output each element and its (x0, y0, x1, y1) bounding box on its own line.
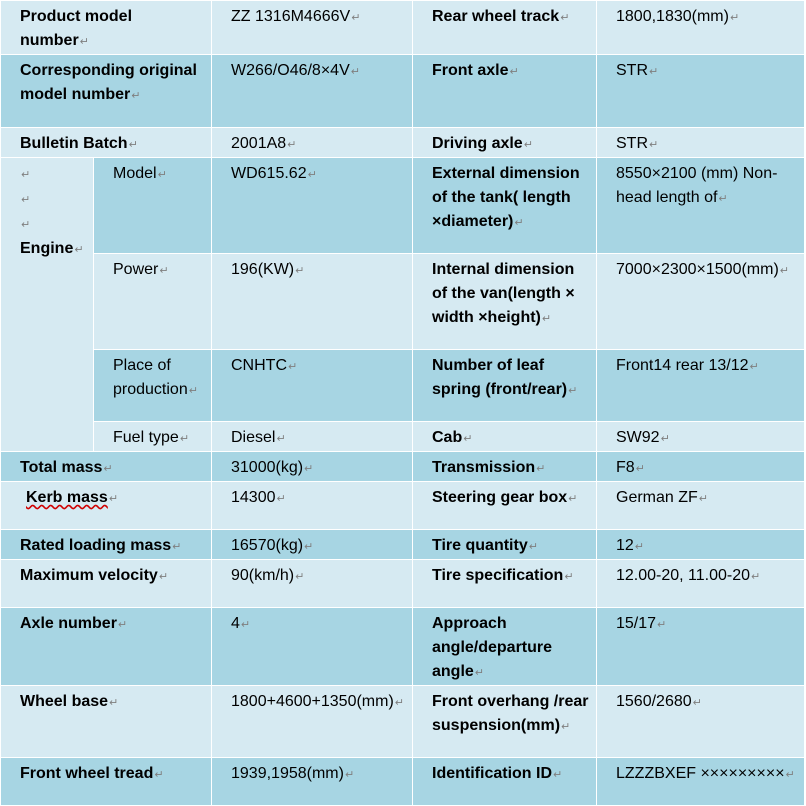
value-cell: STR↵ (597, 128, 805, 158)
table-row (1, 482, 805, 530)
label-cell: Internal dimension of the van(length × width ×height)↵ (413, 254, 597, 350)
value-cell: CNHTC↵ (212, 350, 413, 422)
value-cell: LZZZBXEF ×××××××××↵ (597, 758, 805, 806)
table-row (1, 686, 805, 758)
value-cell: 7000×2300×1500(mm)↵ (597, 254, 805, 350)
label-cell: Steering gear box↵ (413, 482, 597, 530)
table-row (1, 530, 805, 560)
value-cell: F8↵ (597, 452, 805, 482)
value-cell: 16570(kg)↵ (212, 530, 413, 560)
label-cell: Tire specification↵ (413, 560, 597, 608)
value-cell: 4↵ (212, 608, 413, 686)
value-cell: W266/O46/8×4V↵ (212, 55, 413, 128)
value-cell: ZZ 1316M4666V↵ (212, 1, 413, 55)
value-cell: 1939,1958(mm)↵ (212, 758, 413, 806)
label-cell: Wheel base↵ (1, 686, 212, 758)
label-cell: Identification ID↵ (413, 758, 597, 806)
label-cell: Number of leaf spring (front/rear)↵ (413, 350, 597, 422)
table-row (1, 254, 805, 350)
value-cell: 2001A8↵ (212, 128, 413, 158)
value-cell: STR↵ (597, 55, 805, 128)
value-cell: 196(KW)↵ (212, 254, 413, 350)
value-cell: 12↵ (597, 530, 805, 560)
value-cell: 1560/2680↵ (597, 686, 805, 758)
label-cell: Total mass↵ (1, 452, 212, 482)
engine-sub-label: Place of production↵ (94, 350, 212, 422)
label-cell: Axle number↵ (1, 608, 212, 686)
value-cell: 1800+4600+1350(mm)↵ (212, 686, 413, 758)
value-cell: 1800,1830(mm)↵ (597, 1, 805, 55)
label-cell: Transmission↵ (413, 452, 597, 482)
label-cell: Tire quantity↵ (413, 530, 597, 560)
label-cell: Corresponding original model number↵ (1, 55, 212, 128)
value-cell: 90(km/h)↵ (212, 560, 413, 608)
label-cell: Maximum velocity↵ (1, 560, 212, 608)
label-cell: Driving axle↵ (413, 128, 597, 158)
table-row (1, 128, 805, 158)
engine-sub-label: Model↵ (94, 158, 212, 254)
value-cell: German ZF↵ (597, 482, 805, 530)
value-cell: 8550×2100 (mm) Non-head length of↵ (597, 158, 805, 254)
label-cell: Rear wheel track↵ (413, 1, 597, 55)
table-row (1, 158, 805, 254)
engine-sub-label: Fuel type↵ (94, 422, 212, 452)
table-row (1, 452, 805, 482)
value-cell: SW92↵ (597, 422, 805, 452)
label-cell: Cab↵ (413, 422, 597, 452)
engine-group-label: ↵ ↵ ↵ Engine↵ (1, 158, 94, 452)
value-cell: Front14 rear 13/12↵ (597, 350, 805, 422)
engine-sub-label: Power↵ (94, 254, 212, 350)
label-cell: Bulletin Batch↵ (1, 128, 212, 158)
value-cell: 15/17↵ (597, 608, 805, 686)
label-cell: Front overhang /rear suspension(mm)↵ (413, 686, 597, 758)
table-row (1, 560, 805, 608)
label-cell: Front axle↵ (413, 55, 597, 128)
table-row (1, 55, 805, 128)
label-cell: Approach angle/departure angle↵ (413, 608, 597, 686)
value-cell: 31000(kg)↵ (212, 452, 413, 482)
table-row (1, 1, 805, 55)
value-cell: 12.00-20, 11.00-20↵ (597, 560, 805, 608)
label-cell: Rated loading mass↵ (1, 530, 212, 560)
value-cell: WD615.62↵ (212, 158, 413, 254)
table-row (1, 350, 805, 422)
table-row (1, 758, 805, 806)
label-cell: Kerb mass↵ (1, 482, 212, 530)
label-cell: External dimension of the tank( length ×diameter)↵ (413, 158, 597, 254)
label-cell: Product model number↵ (1, 1, 212, 55)
label-cell: Front wheel tread↵ (1, 758, 212, 806)
value-cell: Diesel↵ (212, 422, 413, 452)
value-cell: 14300↵ (212, 482, 413, 530)
table-row (1, 608, 805, 686)
table-row (1, 422, 805, 452)
